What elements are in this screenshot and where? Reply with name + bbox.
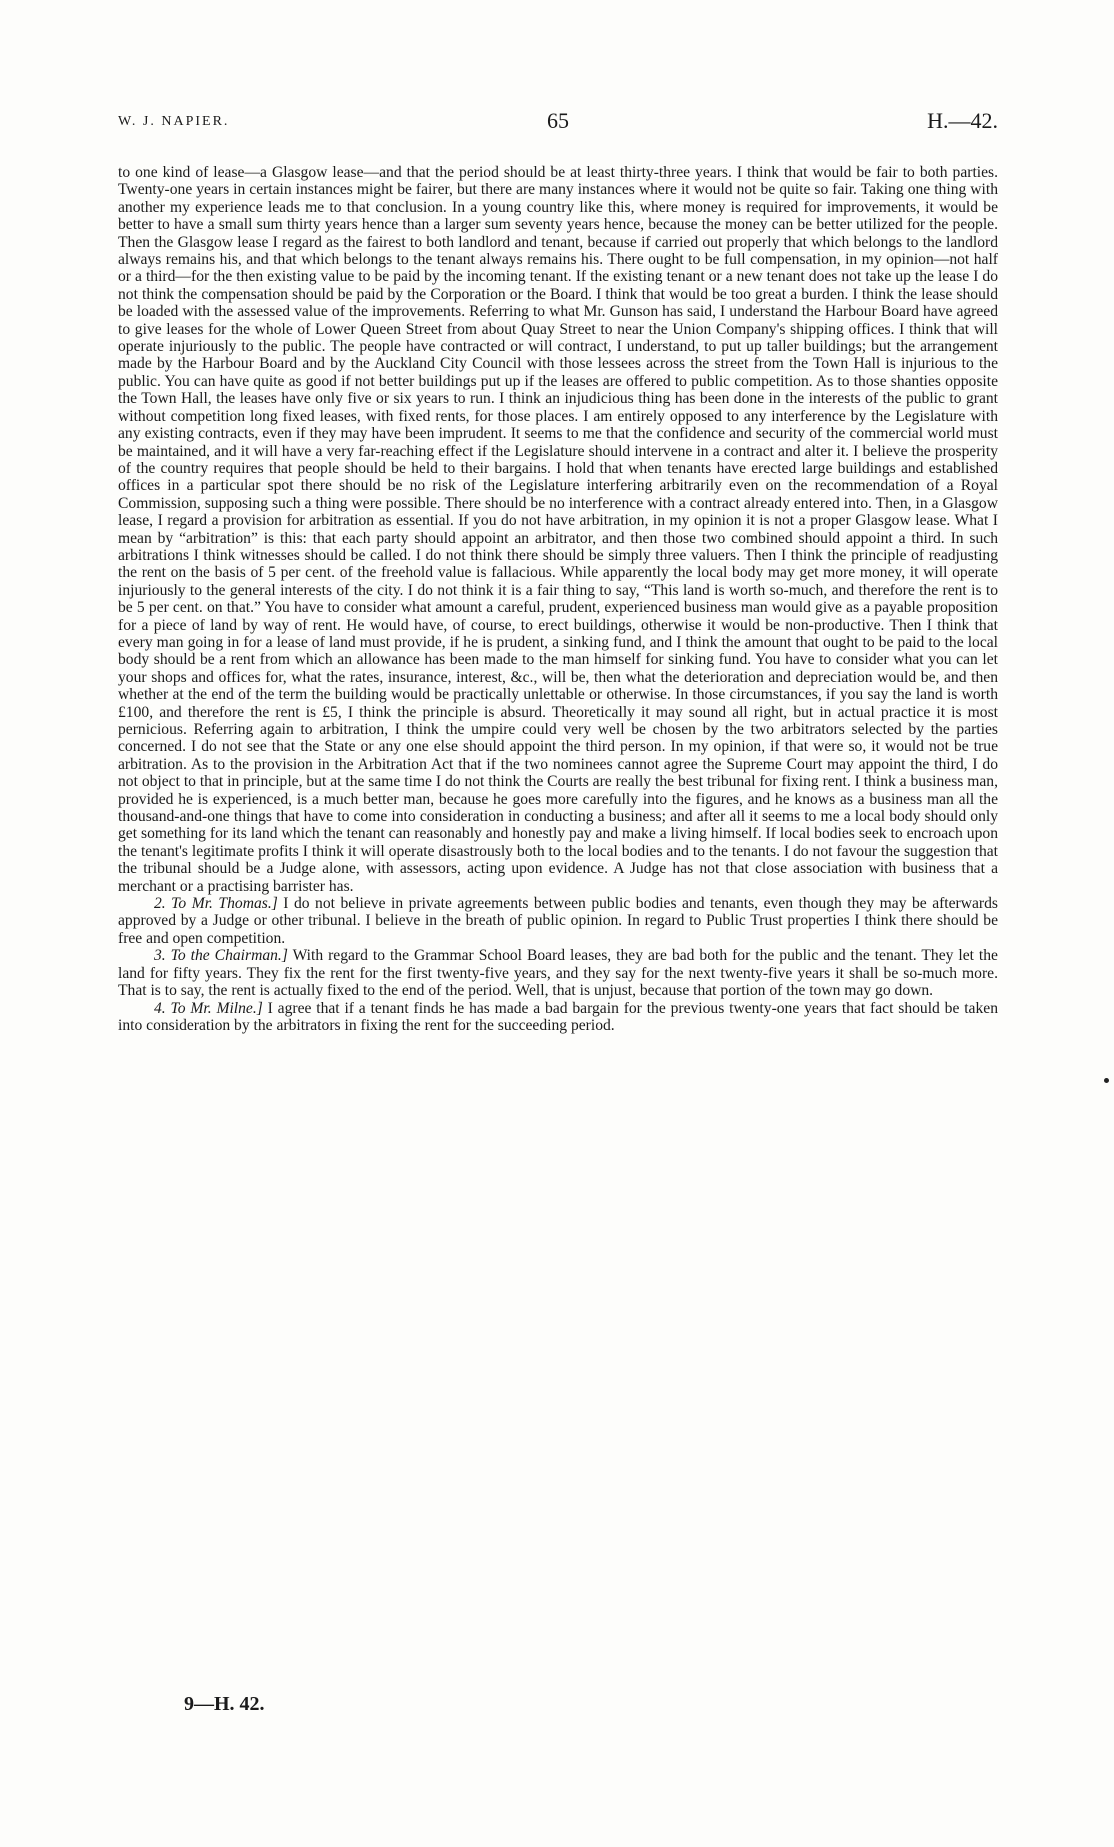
paragraph-2-text: I do not believe in private agreements between public bodies and tenants, even though they may be afterwards approved by a Judge or other tribunal. I believe in the breath of public opinion. In regard to Public Trust properties I think there should be free and open competition. xyxy=(118,895,998,947)
paragraph-4-question: 4. To Mr. Milne.] xyxy=(154,999,263,1017)
paragraph-4 xyxy=(118,1000,998,1035)
margin-dot xyxy=(1104,1078,1109,1083)
paragraph-3 xyxy=(118,947,998,999)
document-reference: H.—42. xyxy=(927,108,998,133)
paragraph-2-question: 2. To Mr. Thomas.] xyxy=(154,895,278,913)
page-number: 65 xyxy=(547,108,569,133)
signature-mark: 9—H. 42. xyxy=(184,1693,265,1715)
paragraph-1-text: to one kind of lease—a Glasgow lease—and that the period should be at least thirty-three years. I think that would be fair to both parties. Twenty-one years in certain instances might be fairer, but there are many instances where it would not be quite so fair. Taking one thing with another my experience leads me to that conclusion. In a young country like this, where money is required for improvements, it would be better to have a small sum thirty years hence than a larger sum seventy years hence, because the money can be better utilized for the people. Then the Glasgow lease I regard as the fairest to both landlord and tenant, because if carried out properly that which belongs to the landlord always remains his, and that which belongs to the tenant always remains his. There ought to be full compensation, in my opinion—not half or a third—for the then existing value to be paid by the incoming tenant. If the existing tenant or a new tenant does not take up the lease I do not think the compensation should be paid by the Corporation or the Board. I think that would be too great a burden. I think the lease should be loaded with the assessed value of the improvements. Referring to what Mr. Gunson has said, I understand the Harbour Board have agreed to give leases for the whole of Lower Queen Street from about Quay Street to near the Union Company's shipping offices. I think that will operate injuriously to the public. The people have contracted or will contract, I understand, to put up taller buildings; but the arrangement made by the Harbour Board and by the Auckland City Council with those lessees across the street from the Town Hall is injurious to the public. You can have quite as good if not better buildings put up if the leases are offered to public competition. As to those shanties opposite the Town Hall, the leases have only five or six years to run. I think an injudicious thing has been done in the interests of the public to grant without competition long fixed leases, with fixed rents, for those places. I am entirely opposed to any interference by the Legislature with any existing contracts, even if they may have been imprudent. It seems to me that the confidence and security of the commercial world must be maintained, and it will have a very far-reaching effect if the Legislature should intervene in a contract and alter it. I believe the prosperity of the country requires that people should be held to their bargains. I hold that when tenants have erected large buildings and established offices in a particular spot there should be no risk of the Legislature interfering arbitrarily even on the recommendation of a Royal Commission, supposing such a thing were possible. There should be no interference with a contract already entered into. Then, in a Glasgow lease, I regard a provision for arbitration as essential. If you do not have arbitration, in my opinion it is not a proper Glasgow lease. What I mean by “arbitration” is this: that each party should appoint an arbitrator, and then those two combined should appoint a third. In such arbitrations I think witnesses should be called. I do not think there should be simply three valuers. Then I think the principle of readjusting the rent on the basis of 5 per cent. of the freehold value is fallacious. While apparently the local body may get more money, it will operate injuriously to the general interests of the city. I do not think it is a fair thing to say, “This land is worth so-much, and therefore the rent is to be 5 per cent. on that.” You have to consider what amount a careful, prudent, experienced business man would give as a payable proposition for a piece of land by way of rent. He would have, of course, to erect buildings, otherwise it would be non-productive. Then I think that every man going in for a lease of land must provide, if he is prudent, a sinking fund, and I think the amount that ought to be paid to the local body should be a rent from which an allowance has been made to the man himself for sinking fund. You have to consider what you can let your shops and offices for, what the rates, insurance, interest, &c., will be, then what the deterioration and depreciation would be, and then whether at the end of the term the building would be practically unlettable or otherwise. In those circumstances, if you say the land is worth £100, and therefore the rent is £5, I think the principle is absurd. Theoretically it may sound all right, but in actual practice it is most pernicious. Referring again to arbitration, I think the umpire could very well be chosen by the two arbitrators selected by the parties concerned. I do not see that the State or any one else should appoint the third person. In my opinion, if that were so, it would not be true arbitration. As to the provision in the Arbitration Act that if the two nominees cannot agree the Supreme Court may appoint the third, I do not object to that in principle, but at the same time I do not think the Courts are really the best tribunal for fixing rent. I think a business man, provided he is experienced, is a much better man, because he goes more carefully into the figures, and he knows as a business man all the thousand-and-one things that have to come into consideration in conducting a business; and after all it seems to me a local body should only get something for its land which the tenant can reasonably and honestly pay and make a living himself. If local bodies seek to encroach upon the tenant's legitimate profits I think it will operate disastrously both to the local bodies and to the tenants. I do not favour the suggestion that the tribunal should be a Judge alone, with assessors, acting upon evidence. A Judge has not that close association with business that a merchant or a practising barrister has. xyxy=(118,164,998,895)
header-witness-name: W. J. NAPIER. xyxy=(118,114,230,129)
paragraph-4-text: I agree that if a tenant finds he has made a bad bargain for the previous twenty-one years that fact should be taken into consideration by the arbitrators in fixing the rent for the succeeding period. xyxy=(118,999,998,1034)
page-header xyxy=(118,108,998,138)
paragraph-2 xyxy=(118,895,998,947)
paragraph-3-text: With regard to the Grammar School Board leases, they are bad both for the public and the tenant. They let the land for fifty years. They fix the rent for the first twenty-five years, and they say for the next twenty-five years it shall be so-much more. That is to say, the rent is actually fixed to the end of the period. Well, that is unjust, because that portion of the town may go down. xyxy=(118,947,998,1000)
page-body xyxy=(118,164,998,1034)
paragraph-3-question: 3. To the Chairman.] xyxy=(154,947,288,965)
paragraph-1 xyxy=(118,164,998,895)
